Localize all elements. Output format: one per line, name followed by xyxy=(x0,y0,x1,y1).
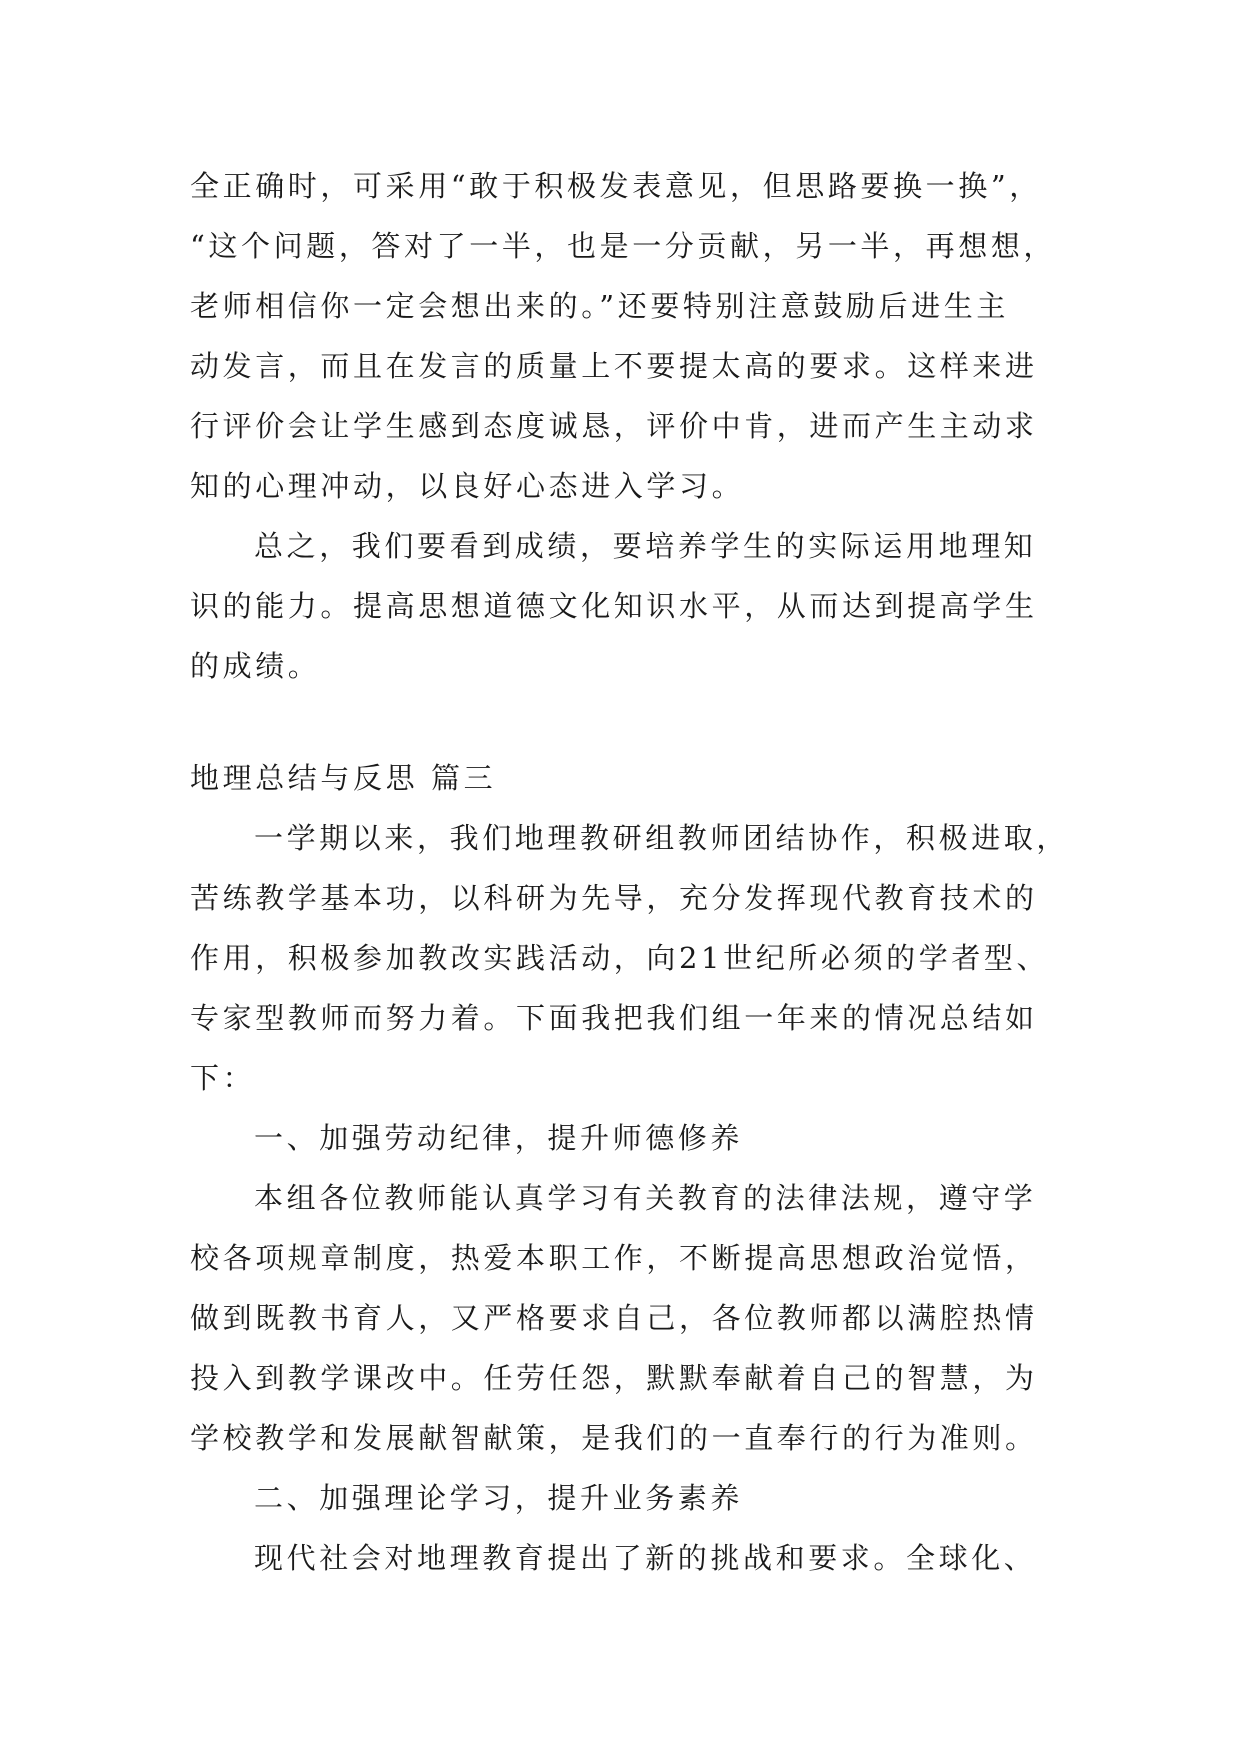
paragraph-line: 本组各位教师能认真学习有关教育的法律法规，遵守学 xyxy=(254,1181,1037,1215)
paragraph-line: 动发言，而且在发言的质量上不要提太高的要求。这样来进 xyxy=(190,349,1038,383)
paragraph-line: “这个问题，答对了一半，也是一分贡献，另一半，再想想， xyxy=(190,229,1057,263)
paragraph-line: 作用，积极参加教改实践活动，向21世纪所必须的学者型、 xyxy=(190,941,1050,975)
paragraph-line: 校各项规章制度，热爱本职工作，不断提高思想政治觉悟， xyxy=(190,1241,1038,1275)
paragraph-line: 识的能力。提高思想道德文化知识水平，从而达到提高学生 xyxy=(190,589,1038,623)
paragraph-line: 老师相信你一定会想出来的。”还要特别注意鼓励后进生主 xyxy=(190,289,1009,323)
paragraph-line: 全正确时，可采用“敢于积极发表意见，但思路要换一换”， xyxy=(190,169,1042,203)
paragraph-line: 的成绩。 xyxy=(190,649,321,683)
paragraph-line: 学校教学和发展献智献策，是我们的一直奉行的行为准则。 xyxy=(190,1421,1038,1455)
paragraph-line: 一学期以来，我们地理教研组教师团结协作，积极进取， xyxy=(254,821,1070,855)
paragraph-line: 总之，我们要看到成绩，要培养学生的实际运用地理知 xyxy=(254,529,1037,563)
paragraph-line: 做到既教书育人，又严格要求自己，各位教师都以满腔热情 xyxy=(190,1301,1038,1335)
subsection-heading: 二、加强理论学习，提升业务素养 xyxy=(254,1481,744,1515)
paragraph-line: 投入到教学课改中。任劳任怨，默默奉献着自己的智慧，为 xyxy=(190,1361,1038,1395)
paragraph-line: 下： xyxy=(190,1061,256,1095)
subsection-heading: 一、加强劳动纪律，提升师德修养 xyxy=(254,1121,744,1155)
section-heading: 地理总结与反思 篇三 xyxy=(190,761,497,795)
paragraph-line: 行评价会让学生感到态度诚恳，评价中肯，进而产生主动求 xyxy=(190,409,1038,443)
paragraph-line: 苦练教学基本功，以科研为先导，充分发挥现代教育技术的 xyxy=(190,881,1038,915)
paragraph-line: 知的心理冲动，以良好心态进入学习。 xyxy=(190,469,745,503)
paragraph-line: 专家型教师而努力着。下面我把我们组一年来的情况总结如 xyxy=(190,1001,1038,1035)
paragraph-line: 现代社会对地理教育提出了新的挑战和要求。全球化、 xyxy=(254,1541,1037,1575)
